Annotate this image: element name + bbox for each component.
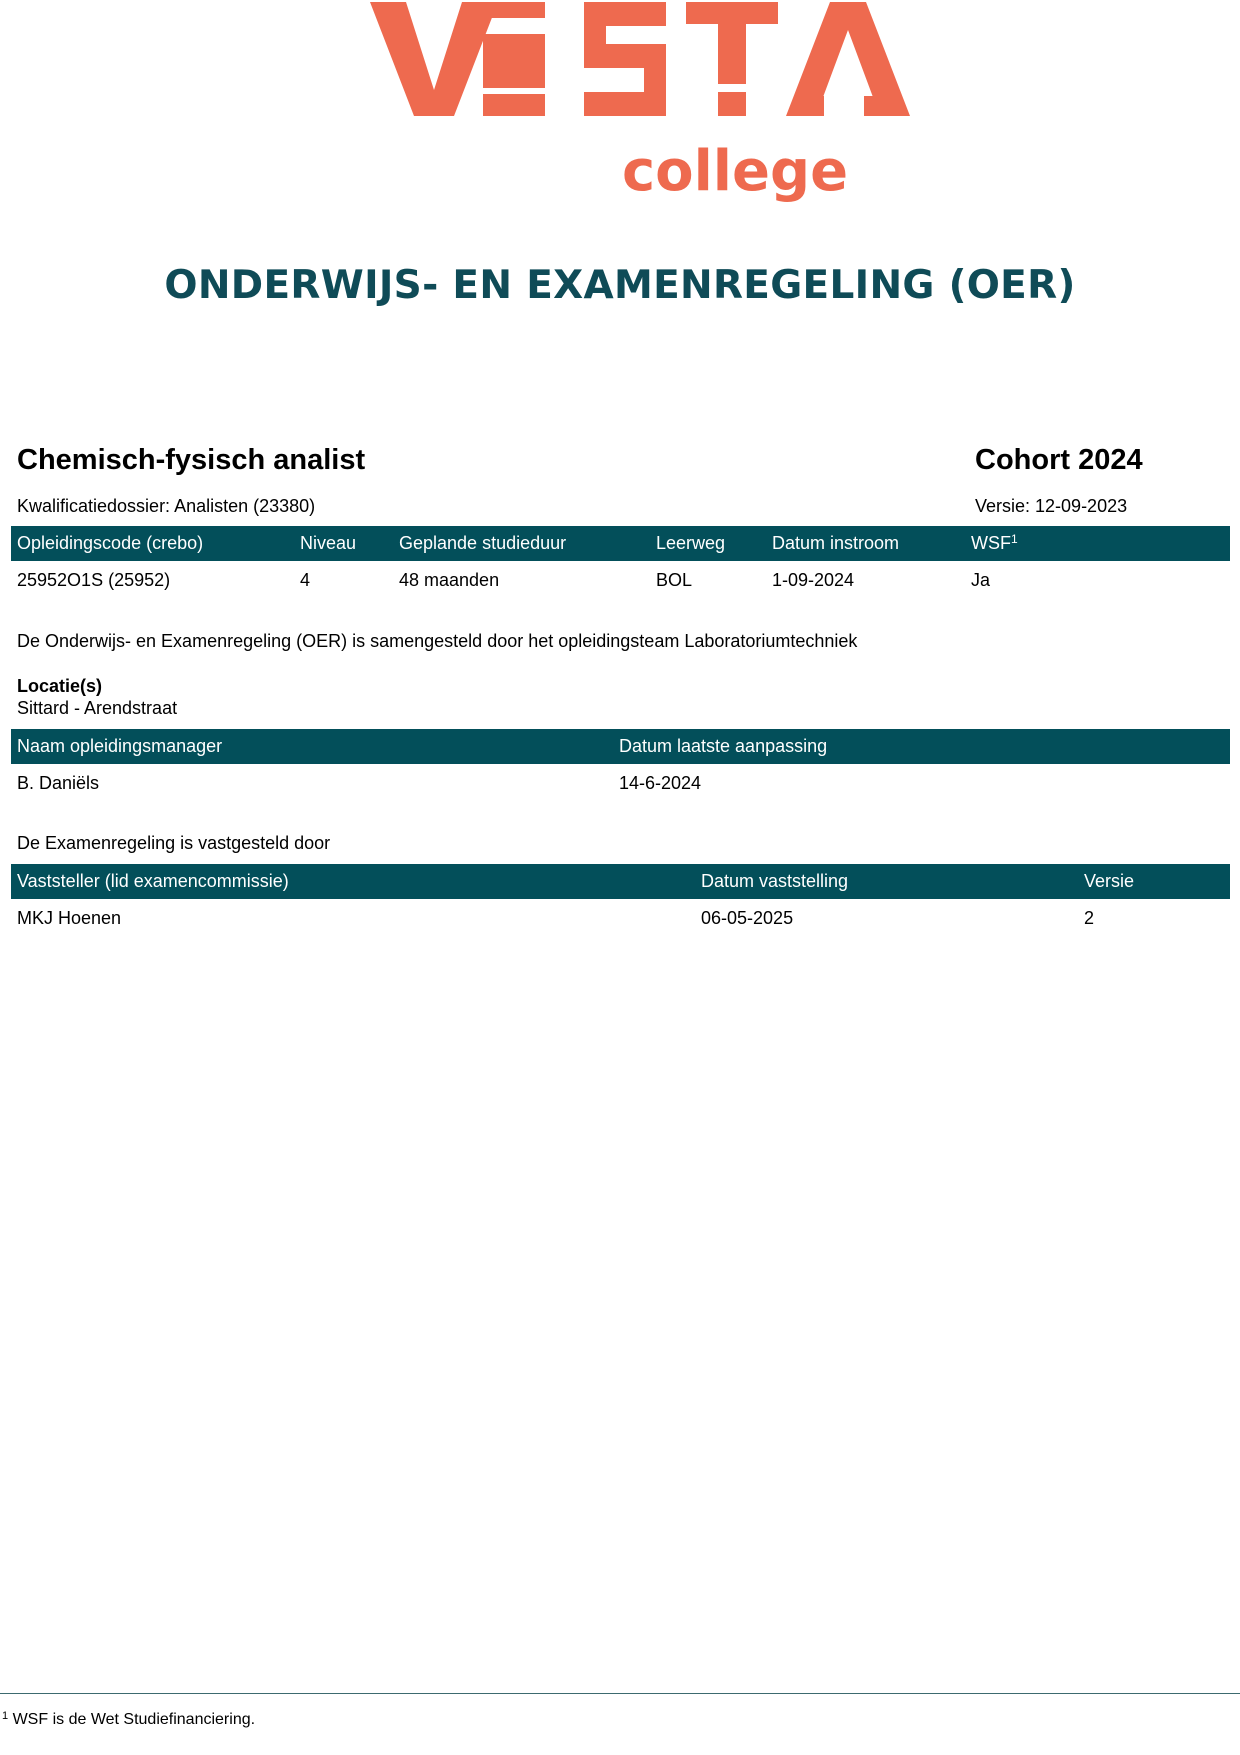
table-row (11, 764, 1230, 800)
cell-niveau: 4 (300, 570, 311, 590)
header-datum-vaststelling: Datum vaststelling (701, 871, 849, 891)
header-naam-manager: Naam opleidingsmanager (17, 736, 223, 756)
table-header (11, 864, 1230, 899)
cell-versie: 2 (1084, 908, 1095, 928)
locaties-value: Sittard - Arendstraat (17, 698, 178, 718)
cohort: Cohort 2024 (975, 444, 1143, 476)
table-row (11, 561, 1230, 597)
document-title: ONDERWIJS- EN EXAMENREGELING (OER) (164, 263, 1076, 308)
vista-college-logo (0, 0, 1240, 210)
vaststelling-table (11, 864, 1230, 935)
header-vaststeller: Vaststeller (lid examencommissie) (17, 871, 289, 891)
header-wsf-label: WSF (971, 533, 1011, 553)
footnote (2, 1712, 255, 1728)
header-wsf (971, 526, 1018, 561)
footnote-text: WSF is de Wet Studiefinanciering. (12, 1711, 256, 1728)
program-details-table (11, 526, 1230, 597)
header-datum-aanpassing: Datum laatste aanpassing (619, 736, 828, 756)
samenstelling-text: De Onderwijs- en Examenregeling (OER) is samengesteld door het opleidingsteam Laboratoriumtechniek (17, 631, 858, 651)
cell-studieduur: 48 maanden (399, 570, 500, 590)
table-row (11, 899, 1230, 935)
program-name: Chemisch-fysisch analist (17, 444, 366, 476)
header-opleidingscode: Opleidingscode (crebo) (17, 533, 204, 553)
cell-datum-instroom: 1-09-2024 (772, 570, 855, 590)
footnote-ref: 1 (1011, 532, 1018, 546)
header-leerweg: Leerweg (656, 533, 726, 553)
cell-datum-aanpassing: 14-6-2024 (619, 773, 702, 793)
manager-table (11, 729, 1230, 800)
header-niveau: Niveau (300, 533, 357, 553)
cell-leerweg: BOL (656, 570, 693, 590)
header-versie: Versie (1084, 871, 1135, 891)
header-studieduur: Geplande studieduur (399, 533, 567, 553)
cell-datum-vaststelling: 06-05-2025 (701, 908, 794, 928)
vastgesteld-text: De Examenregeling is vastgesteld door (17, 833, 331, 853)
kwalificatiedossier: Kwalificatiedossier: Analisten (23380) (17, 496, 316, 516)
table-header (11, 526, 1230, 561)
cell-wsf: Ja (971, 570, 991, 590)
svg-text:college: college (621, 139, 849, 204)
footnote-divider (0, 1693, 1240, 1694)
cell-opleidingscode: 25952O1S (25952) (17, 570, 171, 590)
locaties-label: Locatie(s) (17, 676, 103, 696)
cell-naam-manager: B. Daniëls (17, 773, 100, 793)
versie: Versie: 12-09-2023 (975, 496, 1128, 516)
footnote-marker: 1 (2, 1710, 9, 1722)
cell-vaststeller: MKJ Hoenen (17, 908, 122, 928)
header-datum-instroom: Datum instroom (772, 533, 900, 553)
table-header (11, 729, 1230, 764)
